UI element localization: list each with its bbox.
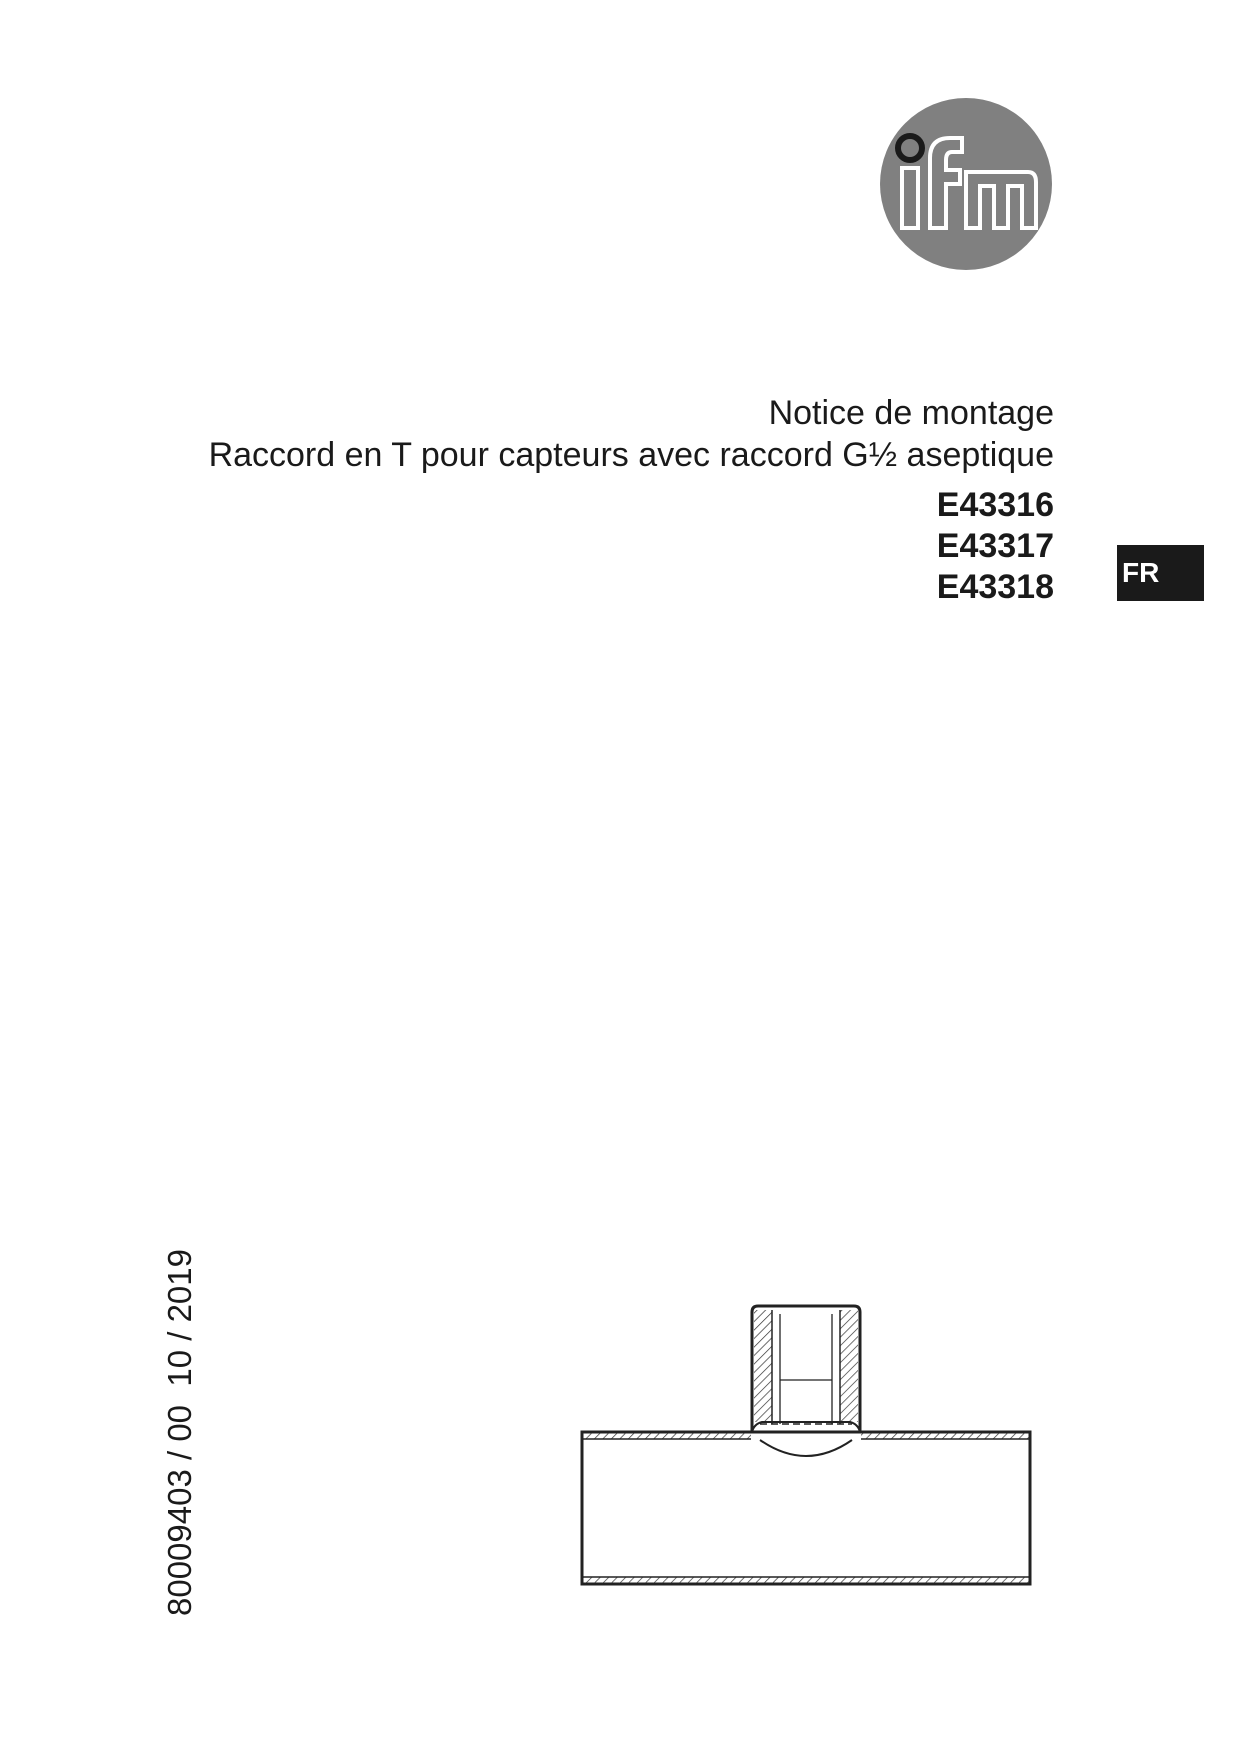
article-code: E43316 [936, 486, 1054, 524]
t-fitting-cross-section-drawing-icon [580, 1300, 1040, 1610]
language-tab: FR [1117, 545, 1204, 601]
title-line-1: Notice de montage [768, 394, 1054, 432]
title-line-2: Raccord en T pour capteurs avec raccord G½ aseptique [208, 436, 1054, 474]
article-code: E43318 [936, 568, 1054, 606]
article-code: E43317 [936, 527, 1054, 565]
ifm-logo-icon [880, 98, 1052, 270]
document-title [209, 392, 1054, 476]
article-codes [937, 485, 1054, 608]
document-reference: 80009403 / 00 10 / 2019 [161, 1249, 198, 1616]
